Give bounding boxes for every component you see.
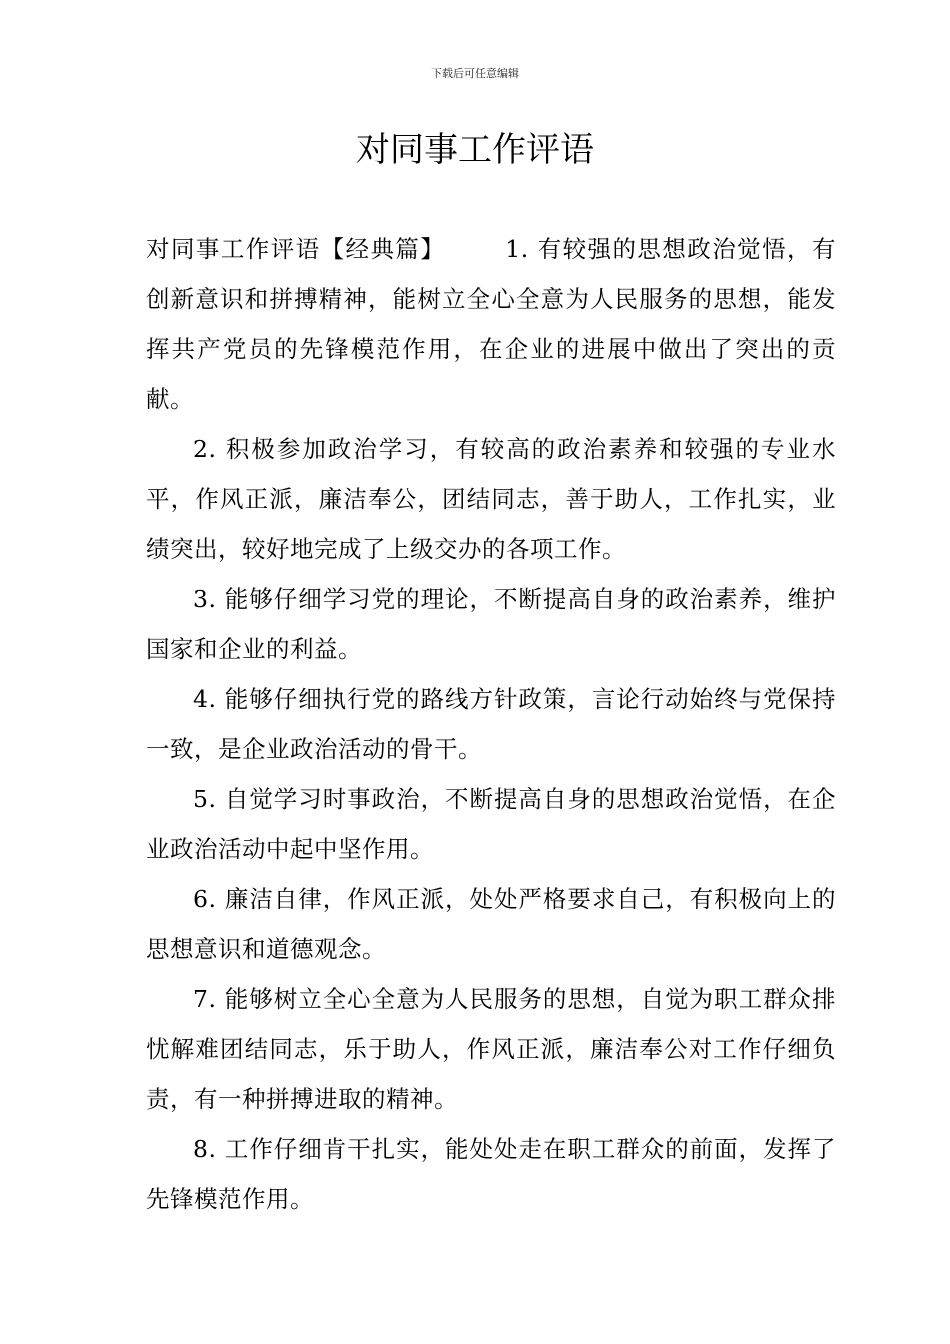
list-item: 3. 能够仔细学习党的理论，不断提高自身的政治素养，维护国家和企业的利益。	[146, 585, 836, 663]
list-item: 5. 自觉学习时事政治，不断提高自身的思想政治觉悟，在企业政治活动中起中坚作用。	[146, 785, 836, 863]
intro-paragraph	[146, 224, 836, 424]
list-item: 4. 能够仔细执行党的路线方针政策，言论行动始终与党保持一致，是企业政治活动的骨干。	[146, 685, 836, 763]
list-item: 7. 能够树立全心全意为人民服务的思想，自觉为职工群众排忧解难团结同志，乐于助人，作风正派，廉洁奉公对工作仔细负责，有一种拼搏进取的精神。	[146, 985, 836, 1113]
intro-text: 1. 有较强的思想政治觉悟，有创新意识和拼搏精神，能树立全心全意为人民服务的思想，能发挥共产党员的先锋模范作用，在企业的进展中做出了突出的贡献。	[146, 235, 836, 413]
intro-label: 对同事工作评语【经典篇】	[146, 235, 446, 263]
list-item: 2. 积极参加政治学习，有较高的政治素养和较强的专业水平，作风正派，廉洁奉公，团结同志，善于助人，工作扎实，业绩突出，较好地完成了上级交办的各项工作。	[146, 435, 836, 563]
list-item: 6. 廉洁自律，作风正派，处处严格要求自己，有积极向上的思想意识和道德观念。	[146, 885, 836, 963]
list-item: 8. 工作仔细肯干扎实，能处处走在职工群众的前面，发挥了先锋模范作用。	[146, 1135, 836, 1213]
header-note: 下载后可任意编辑	[431, 67, 519, 80]
document-body	[146, 224, 836, 1224]
page-title: 对同事工作评语	[356, 130, 594, 170]
